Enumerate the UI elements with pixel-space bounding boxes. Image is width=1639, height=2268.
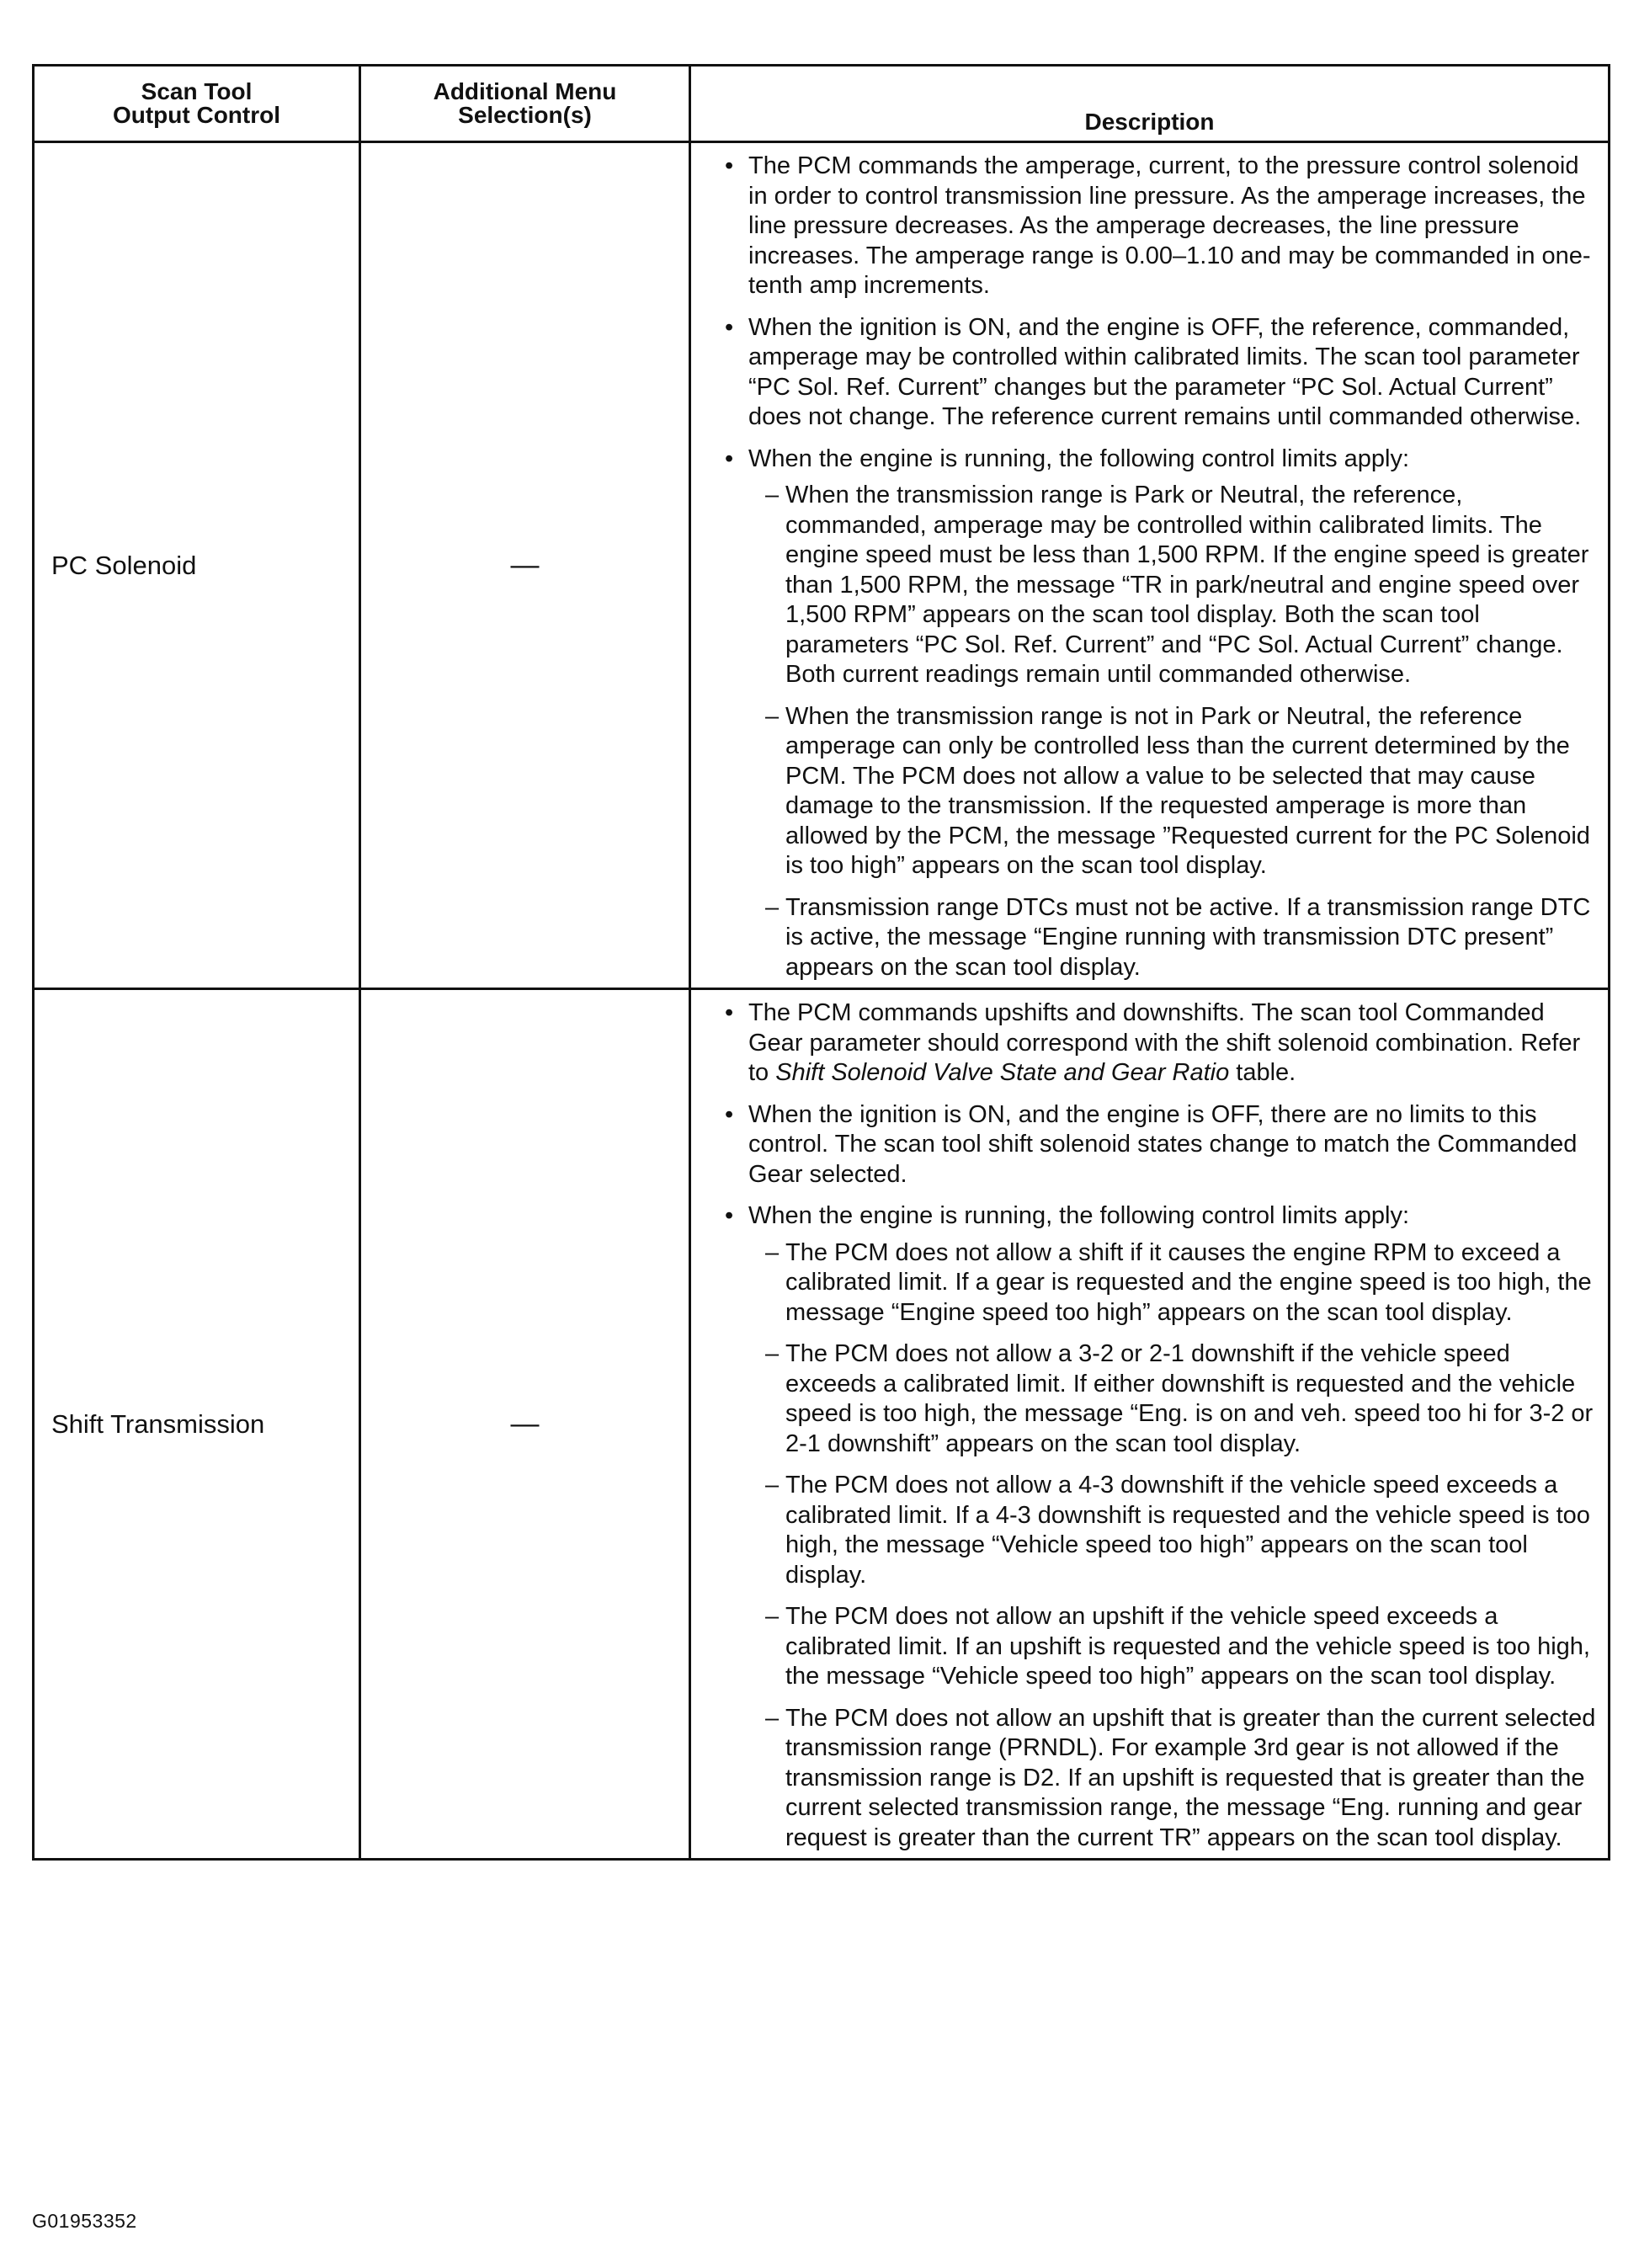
bullet-dot-icon: •	[725, 445, 734, 472]
description-bullet-item	[725, 445, 1596, 983]
header-col1-line1: Scan Tool	[141, 78, 253, 104]
bullet-dot-icon: •	[725, 152, 734, 179]
sub-item-text: When the transmission range is not in Park or Neutral, the reference amperage can only be controlled less than the current determined by the PCM. The PCM does not allow a value to be selected that may cause damage to the transmission. If the requested amperage is more than allowed by the PCM, the message ”Requested current for the PC Solenoid is too high” appears on the scan tool display.	[785, 702, 1590, 879]
bullet-text: When the ignition is ON, and the engine is OFF, the reference, commanded, amperage may be controlled within calibrated limits. The scan tool parameter “PC Sol. Ref. Current” changes but the parameter “PC Sol. Actual Current” does not change. The reference current remains until commanded otherwise.	[748, 313, 1582, 430]
bullet-dot-icon: •	[725, 1100, 734, 1128]
sub-item-text: Transmission range DTCs must not be active. If a transmission range DTC is active, the message “Engine running with transmission DTC present” appears on the scan tool display.	[785, 893, 1591, 981]
sub-item	[748, 1339, 1596, 1459]
sub-item	[748, 1602, 1596, 1692]
header-col1-line2: Output Control	[112, 102, 281, 128]
description-cell	[690, 989, 1610, 1860]
sub-item-text: The PCM does not allow an upshift that is greater than the current selected transmission range (PRNDL). For example 3rd gear is not allowed if the transmission range is D2. If an upshift is requested that is greater than the current selected transmission range, the message “Eng. running and gear request is greater than the current TR” appears on the scan tool display.	[785, 1704, 1596, 1851]
bullet-text: When the engine is running, the following control limits apply:	[748, 445, 1410, 472]
table-row	[34, 989, 1610, 1860]
bullet-text: The PCM commands upshifts and downshifts. The scan tool Commanded Gear parameter should correspond with the shift solenoid combination. Refer to	[748, 999, 1581, 1086]
description-bullet-list	[725, 152, 1596, 982]
header-col2-line1: Additional Menu	[433, 78, 617, 104]
sub-item-list	[748, 481, 1596, 982]
dash-marker-icon: –	[765, 1472, 780, 1499]
sub-item	[748, 893, 1596, 983]
sub-item-text: When the transmission range is Park or Neutral, the reference, commanded, amperage may be controlled within calibrated limits. The engine speed must be less than 1,500 RPM. If the engine speed is greater than 1,500 RPM, the message “TR in park/neutral and engine speed over 1,500 RPM” appears on the scan tool display. Both the scan tool parameters “PC Sol. Ref. Current” and “PC Sol. Actual Current” change. Both current readings remain until commanded otherwise.	[785, 482, 1589, 688]
bullet-text-tail: table.	[1229, 1059, 1296, 1086]
description-bullet-item	[725, 998, 1596, 1089]
table-body	[34, 142, 1610, 1860]
header-col2-line2: Selection(s)	[458, 102, 592, 128]
description-bullet-item	[725, 313, 1596, 433]
sub-item-text: The PCM does not allow a 3-2 or 2-1 downshift if the vehicle speed exceeds a calibrated limit. If either downshift is requested and the vehicle speed is too high, the message “Eng. is on and veh. speed too hi for 3-2 or 2-1 downshift” appears on the scan tool display.	[785, 1340, 1594, 1457]
sub-item-list	[748, 1238, 1596, 1854]
dash-marker-icon: –	[765, 1238, 780, 1266]
table-header-row	[34, 66, 1610, 142]
table-row	[34, 142, 1610, 989]
sub-item	[748, 1704, 1596, 1854]
header-scan-tool-output-control	[34, 66, 360, 142]
bullet-text: When the ignition is ON, and the engine is OFF, there are no limits to this control. The scan tool shift solenoid states change to match the Commanded Gear selected.	[748, 1100, 1578, 1188]
output-control-cell: Shift Transmission	[34, 989, 360, 1860]
header-description: Description	[690, 66, 1610, 142]
description-cell	[690, 142, 1610, 989]
sub-item-text: The PCM does not allow an upshift if the vehicle speed exceeds a calibrated limit. If an upshift is requested and the vehicle speed is too high, the message “Vehicle speed too high” appears on the scan tool display.	[785, 1603, 1590, 1690]
description-bullet-list	[725, 998, 1596, 1853]
sub-item	[748, 481, 1596, 690]
bullet-dot-icon: •	[725, 1202, 734, 1229]
sub-item	[748, 1471, 1596, 1590]
sub-item-text: The PCM does not allow a 4-3 downshift if the vehicle speed exceeds a calibrated limit. If a 4-3 downshift is requested and the vehicle speed is too high, the message “Vehicle speed too high” appears on the scan tool display.	[785, 1472, 1590, 1589]
dash-marker-icon: –	[765, 482, 780, 508]
sub-item	[748, 1238, 1596, 1328]
dash-marker-icon: –	[765, 893, 780, 921]
description-bullet-item	[725, 152, 1596, 301]
sub-item	[748, 702, 1596, 881]
scan-tool-output-control-table	[32, 64, 1610, 1861]
table-reference: Shift Solenoid Valve State and Gear Ratio	[775, 1059, 1230, 1086]
bullet-text: When the engine is running, the following control limits apply:	[748, 1202, 1410, 1229]
bullet-text: The PCM commands the amperage, current, to the pressure control solenoid in order to control transmission line pressure. As the amperage increases, the line pressure decreases. As the amperage decreases, the line pressure increases. The amperage range is 0.00–1.10 and may be commanded in one-tenth amp increments.	[748, 152, 1591, 299]
sub-item-text: The PCM does not allow a shift if it causes the engine RPM to exceed a calibrated limit. If a gear is requested and the engine speed is too high, the message “Engine speed too high” appears on the scan tool display.	[785, 1238, 1592, 1326]
bullet-dot-icon: •	[725, 313, 734, 341]
description-bullet-item	[725, 1201, 1596, 1853]
header-additional-menu-selections	[360, 66, 690, 142]
dash-marker-icon: –	[765, 702, 780, 730]
dash-marker-icon: –	[765, 1340, 780, 1367]
figure-id: G01953352	[32, 2210, 137, 2232]
output-control-cell: PC Solenoid	[34, 142, 360, 989]
bullet-dot-icon: •	[725, 999, 734, 1026]
dash-marker-icon: –	[765, 1603, 780, 1630]
menu-selection-cell: —	[360, 989, 690, 1860]
description-bullet-item	[725, 1100, 1596, 1190]
menu-selection-cell: —	[360, 142, 690, 989]
dash-marker-icon: –	[765, 1704, 780, 1732]
